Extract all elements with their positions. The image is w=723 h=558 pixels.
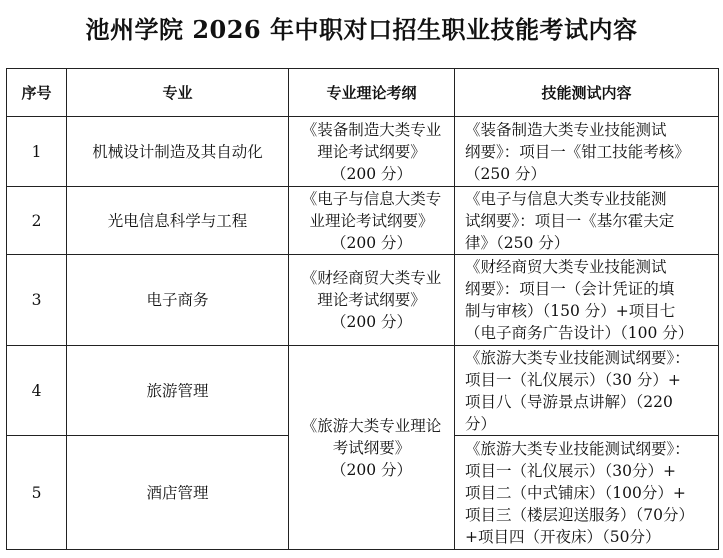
skill-line: 《旅游大类专业技能测试纲要》：	[465, 439, 690, 458]
theory-line: 考试纲要》	[332, 438, 411, 457]
theory-line: 《旅游大类专业理论	[301, 416, 442, 435]
theory-line: （200 分）	[330, 313, 412, 331]
exam-content-table	[6, 68, 719, 550]
row-no: 3	[7, 255, 67, 346]
row-no: 4	[7, 346, 67, 436]
row-major: 旅游管理	[67, 346, 289, 436]
theory-line: 《装备制造大类专业	[301, 120, 442, 139]
header-theory: 专业理论考纲	[289, 69, 455, 117]
theory-line: 理论考试纲要》	[317, 291, 426, 309]
skill-line: 项目一（礼仪展示）（30 分）+	[465, 370, 681, 389]
skill-line: 项目二（中式铺床）（100分）+	[465, 483, 686, 502]
theory-line: 理论考试纲要》	[317, 142, 426, 161]
theory-line: （200 分）	[330, 460, 412, 479]
row-major: 电子商务	[67, 255, 289, 346]
header-no: 序号	[7, 69, 67, 117]
skill-line: 项目三（楼层迎送服务）（70分）	[465, 505, 694, 524]
row-theory	[289, 117, 455, 187]
theory-line: （200 分）	[330, 164, 412, 183]
theory-line: 《电子与信息大类专	[301, 189, 442, 208]
theory-line: （200 分）	[330, 233, 412, 252]
table-header-row	[7, 69, 719, 117]
skill-line: 《装备制造大类专业技能测试	[465, 120, 667, 139]
row-major: 机械设计制造及其自动化	[67, 117, 289, 187]
row-skill	[455, 117, 719, 187]
row-skill	[455, 346, 719, 436]
row-theory	[289, 255, 455, 346]
skill-line: 制与审核）（150 分）+项目七	[465, 302, 676, 320]
row-no: 5	[7, 436, 67, 550]
table-row	[7, 255, 719, 346]
skill-line: 律》（250 分）	[465, 233, 570, 252]
row-major: 光电信息科学与工程	[67, 187, 289, 255]
row-major: 酒店管理	[67, 436, 289, 550]
skill-line: （电子商务广告设计）（100 分）	[465, 324, 694, 342]
row-theory	[289, 187, 455, 255]
page-title: 池州学院 2026 年中职对口招生职业技能考试内容	[85, 15, 638, 44]
row-no: 2	[7, 187, 67, 255]
table-row	[7, 187, 719, 255]
skill-line: 项目一（礼仪展示）（30分）+	[465, 461, 676, 480]
row-skill	[455, 436, 719, 550]
header-skill: 技能测试内容	[455, 69, 719, 117]
skill-line: 纲要》：项目一（会计凭证的填	[465, 280, 675, 298]
theory-line: 《财经商贸大类专业	[301, 269, 442, 287]
table-row	[7, 117, 719, 187]
shared-theory-cell	[289, 346, 455, 550]
skill-line: 《电子与信息大类专业技能测	[465, 189, 667, 208]
skill-line: 纲要》：项目一《钳工技能考核》	[465, 142, 690, 161]
skill-line: 《旅游大类专业技能测试纲要》：	[465, 348, 690, 367]
row-no: 1	[7, 117, 67, 187]
skill-line: 分）	[465, 414, 497, 433]
skill-line: +项目四（开夜床）（50分）	[465, 527, 661, 546]
row-skill	[455, 187, 719, 255]
skill-line: 项目八（导游景点讲解）（220	[465, 392, 673, 411]
skill-line: （250 分）	[465, 164, 547, 183]
skill-line: 试纲要》：项目一《基尔霍夫定	[465, 211, 675, 230]
row-skill	[455, 255, 719, 346]
theory-line: 业理论考试纲要》	[309, 211, 434, 230]
table-row	[7, 346, 719, 436]
header-major: 专业	[67, 69, 289, 117]
skill-line: 《财经商贸大类专业技能测试	[465, 258, 667, 276]
